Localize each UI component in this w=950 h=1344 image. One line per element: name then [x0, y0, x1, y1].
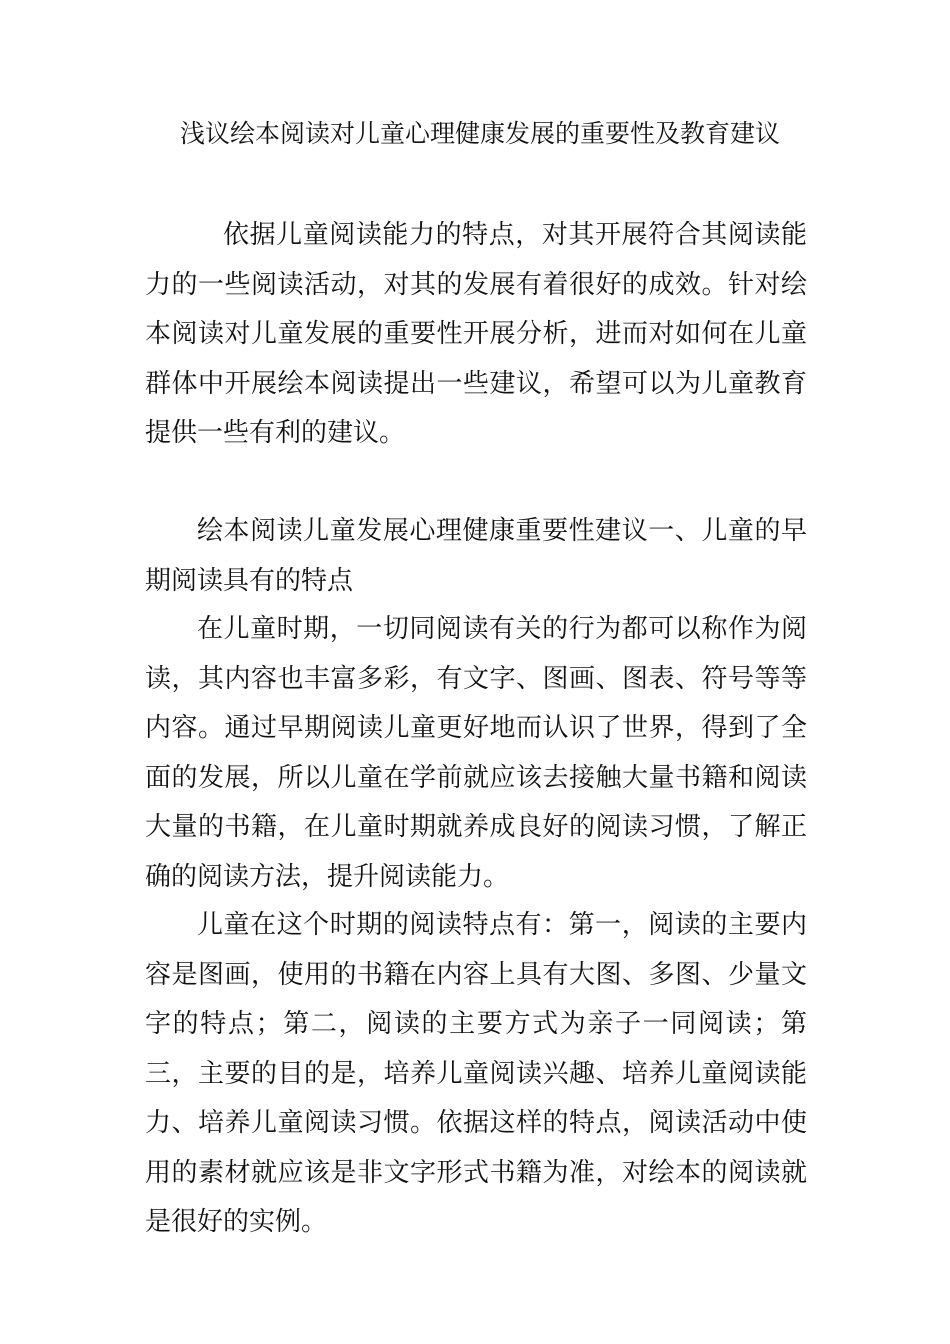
document-title: 浅议绘本阅读对儿童心理健康发展的重要性及教育建议	[179, 119, 780, 148]
body-paragraph: 儿童在这个时期的阅读特点有：第一，阅读的主要内容是图画，使用的书籍在内容上具有大图、多图、少量文字的特点；第二，阅读的主要方式为亲子一同阅读；第三，主要的目的是，培养儿童阅读兴趣、培养儿童阅读能力、培养儿童阅读习惯。依据这样的特点，阅读活动中使用的素材就应该是非文字形式书籍为准，对绘本的阅读就是很好的实例。	[145, 910, 807, 1237]
section-heading: 绘本阅读儿童发展心理健康重要性建议一、儿童的早期阅读具有的特点	[145, 516, 807, 596]
abstract-paragraph: 依据儿童阅读能力的特点，对其开展符合其阅读能力的一些阅读活动，对其的发展有着很好的成效。针对绘本阅读对儿童发展的重要性开展分析，进而对如何在儿童群体中开展绘本阅读提出一些建议，希望可以为儿童教育提供一些有利的建议。	[145, 220, 807, 448]
body-paragraph: 在儿童时期，一切同阅读有关的行为都可以称作为阅读，其内容也丰富多彩，有文字、图画、图表、符号等等内容。通过早期阅读儿童更好地而认识了世界，得到了全面的发展，所以儿童在学前就应该去接触大量书籍和阅读大量的书籍，在儿童时期就养成良好的阅读习惯，了解正确的阅读方法，提升阅读能力。	[145, 614, 807, 892]
